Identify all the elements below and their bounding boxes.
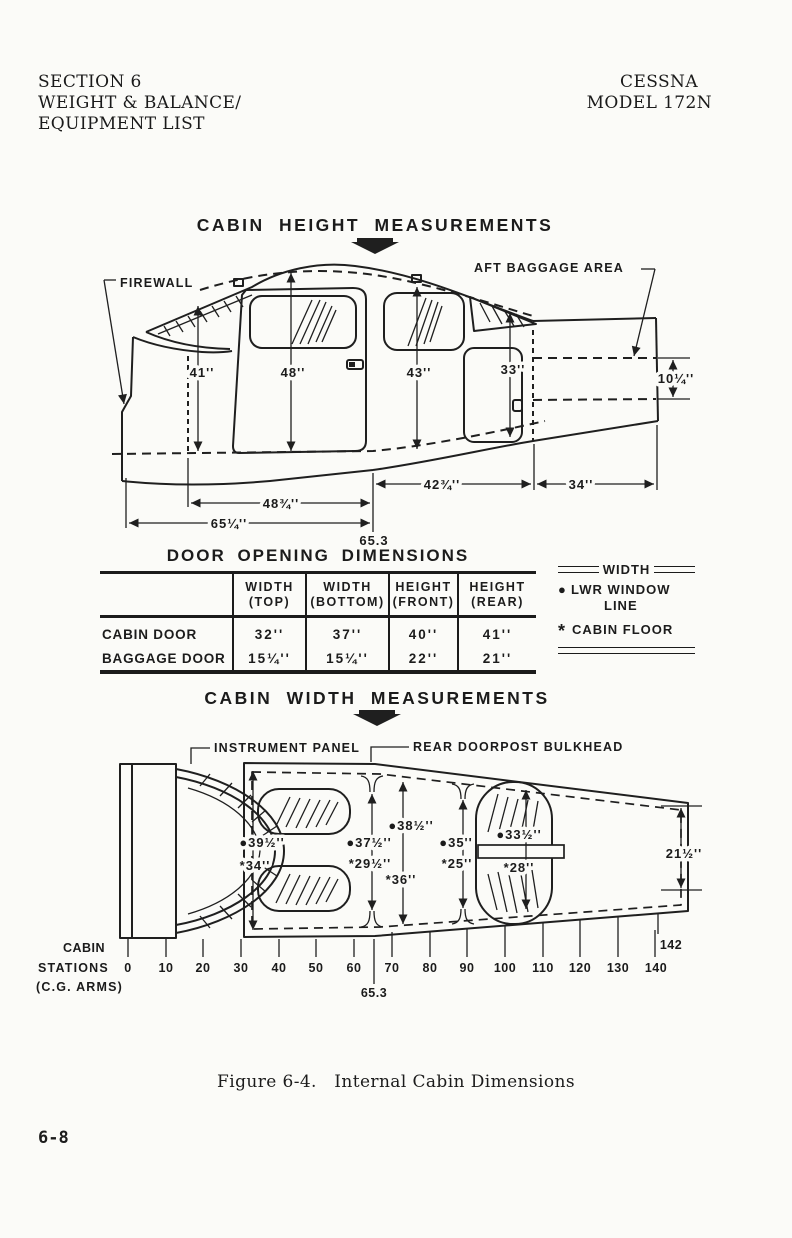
dim-21-5: 21½'' <box>665 846 703 861</box>
rear-doorpost-label: REAR DOORPOST BULKHEAD <box>413 740 624 754</box>
header-left <box>38 72 241 135</box>
dim-48: 48'' <box>280 365 306 380</box>
legend-window-label-line2: LINE <box>604 598 638 613</box>
cell-cabin-height-front: 40'' <box>388 618 457 647</box>
firewall-label: FIREWALL <box>120 276 194 290</box>
rear-window-hatching <box>408 298 442 346</box>
dim-42-75: 42¾'' <box>423 477 461 492</box>
axis-label-cabin: CABIN <box>62 941 106 955</box>
dim-43: 43'' <box>406 365 432 380</box>
station-tick-label: 100 <box>493 961 517 975</box>
dim-36: *36'' <box>385 872 417 887</box>
door-table-title: DOOR OPENING DIMENSIONS <box>166 546 470 565</box>
instrument-panel-label: INSTRUMENT PANEL <box>214 741 361 755</box>
station-tick-label: 0 <box>124 961 132 975</box>
door-opening-table <box>100 546 536 674</box>
door-window-hatching <box>292 300 336 344</box>
dim-34: 34'' <box>568 477 594 492</box>
station-tick-label: 140 <box>644 961 668 975</box>
dim-25: *25'' <box>441 856 473 871</box>
cabin-height-diagram <box>0 200 792 560</box>
aft-height-dimension <box>658 358 694 399</box>
row-label-cabin-door: CABIN DOOR <box>102 627 197 642</box>
legend-window-label: LWR WINDOW <box>571 582 671 597</box>
legend-window-row <box>558 582 695 597</box>
section-subtitle-2: EQUIPMENT LIST <box>38 114 205 134</box>
cell-baggage-width-bottom: 15¼'' <box>305 647 388 670</box>
station-tick-label: 30 <box>233 961 249 975</box>
length-dimensions <box>126 425 657 548</box>
station-65-3-label: 65.3 <box>360 986 388 1000</box>
double-line-icon <box>558 566 599 573</box>
width-diagram-title: CABIN WIDTH MEASUREMENTS <box>204 688 550 708</box>
height-diagram-title: CABIN HEIGHT MEASUREMENTS <box>196 215 554 235</box>
cell-cabin-width-bottom: 37'' <box>305 618 388 647</box>
double-line-icon <box>654 566 695 573</box>
page-number: 6-8 <box>38 1128 69 1148</box>
engine-cowl <box>120 764 176 938</box>
station-tick-label: 80 <box>422 961 438 975</box>
manufacturer: CESSNA <box>620 72 698 92</box>
station-tick-label: 110 <box>532 961 554 975</box>
front-seats <box>258 789 350 911</box>
cell-cabin-height-rear: 41'' <box>457 618 536 647</box>
cabin-width-diagram <box>0 670 792 1020</box>
tail-width-dimension <box>661 806 702 890</box>
row-label-baggage-door: BAGGAGE DOOR <box>102 651 226 666</box>
door-table-grid <box>100 571 536 674</box>
model: MODEL 172N <box>586 93 712 113</box>
cell-baggage-width-top: 15¼'' <box>232 647 305 670</box>
windshield-hatching <box>158 295 252 336</box>
section-subtitle-1: WEIGHT & BALANCE/ <box>38 93 242 113</box>
dot-marker-icon: ● <box>558 582 567 597</box>
instrument-panel-callout <box>191 741 360 764</box>
dim-28: *28'' <box>503 860 535 875</box>
station-tick-label: 20 <box>195 961 211 975</box>
table-corner-cell <box>100 574 232 618</box>
station-tick-label: 90 <box>459 961 475 975</box>
dim-33: 33'' <box>500 362 526 377</box>
station-65-3-side: 65.3 <box>359 533 389 548</box>
doorpost-pinches <box>361 776 474 927</box>
asterisk-marker-icon: * <box>558 621 567 641</box>
legend-width-row <box>558 562 695 577</box>
station-tick-label: 120 <box>568 961 592 975</box>
col-header-height-rear: HEIGHT (REAR) <box>457 574 536 618</box>
interior-dashed-lines <box>112 271 656 455</box>
dim-29-5: *29½'' <box>348 856 392 871</box>
dim-10-25: 10¼'' <box>657 371 695 386</box>
legend-floor-label: CABIN FLOOR <box>572 622 674 637</box>
dim-34w: *34'' <box>239 858 271 873</box>
station-tick-label: 130 <box>606 961 630 975</box>
station-tick-label: 50 <box>308 961 324 975</box>
dim-33-5: ●33½'' <box>496 827 542 842</box>
down-arrow-icon <box>351 238 399 254</box>
dim-38-5: ●38½'' <box>388 818 434 833</box>
station-tick-label: 60 <box>346 961 362 975</box>
dim-41: 41'' <box>189 365 215 380</box>
figure-caption: Figure 6-4. Internal Cabin Dimensions <box>217 1072 575 1092</box>
col-header-width-top: WIDTH (TOP) <box>232 574 305 618</box>
dim-65-25: 65¼'' <box>210 516 248 531</box>
col-header-width-bottom: WIDTH (BOTTOM) <box>305 574 388 618</box>
station-tick-label: 10 <box>158 961 174 975</box>
col-header-height-front: HEIGHT (FRONT) <box>388 574 457 618</box>
dim-37-5: ●37½'' <box>346 835 392 850</box>
down-arrow-icon <box>353 710 401 726</box>
cell-baggage-height-front: 22'' <box>388 647 457 670</box>
aft-baggage-label: AFT BAGGAGE AREA <box>474 261 624 275</box>
cell-cabin-width-top: 32'' <box>232 618 305 647</box>
section-title: SECTION 6 <box>38 72 142 92</box>
header-right <box>550 72 712 114</box>
dim-48-75: 48¾'' <box>262 496 300 511</box>
legend-width-label: WIDTH <box>602 562 651 577</box>
cell-baggage-height-rear: 21'' <box>457 647 536 670</box>
legend <box>558 562 695 654</box>
legend-floor-row <box>558 618 695 639</box>
axis-label-cg-arms: (C.G. ARMS) <box>36 980 124 994</box>
firewall-callout <box>104 276 193 404</box>
rear-seat <box>476 782 564 924</box>
dim-35: ●35'' <box>439 835 473 850</box>
station-tick-label: 40 <box>271 961 287 975</box>
dim-39-5: ●39½'' <box>239 835 285 850</box>
station-142-label: 142 <box>659 938 683 952</box>
station-tick-label: 70 <box>384 961 400 975</box>
axis-label-stations: STATIONS <box>38 961 109 975</box>
rear-doorpost-callout <box>371 740 623 762</box>
double-line-icon <box>558 647 695 654</box>
